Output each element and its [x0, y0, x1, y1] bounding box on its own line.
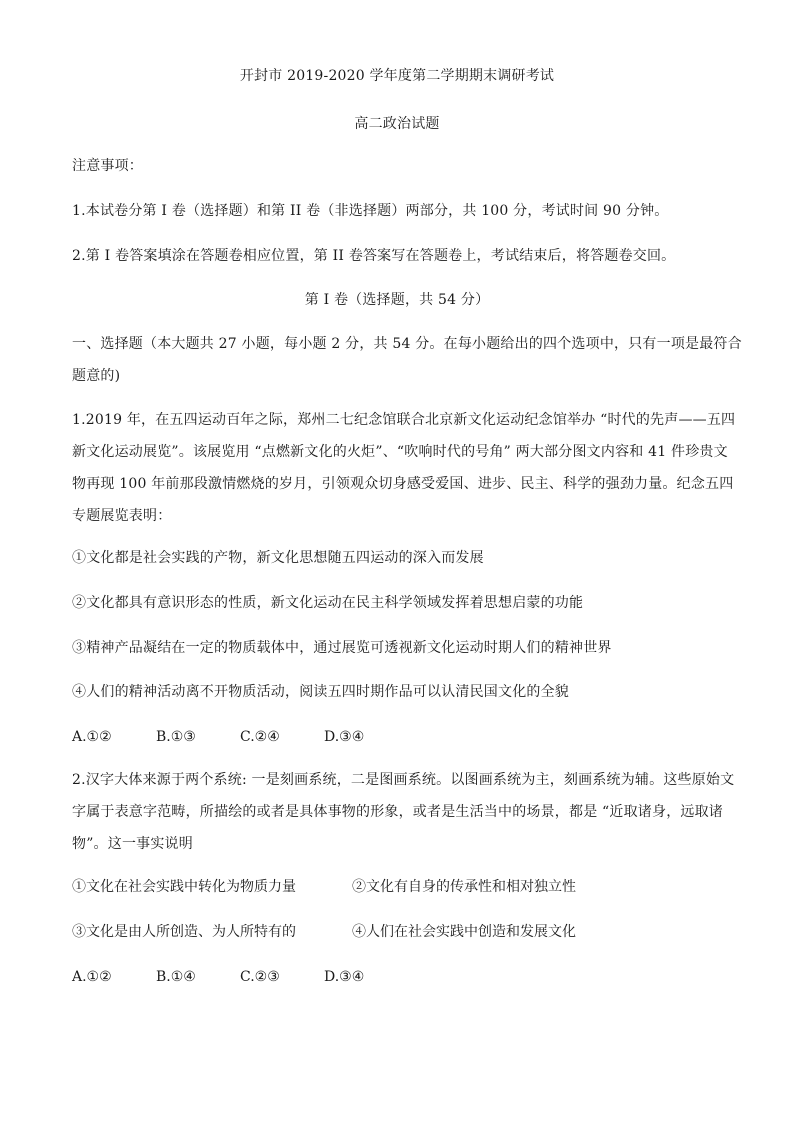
question-stem: 字属于表意字范畴，所描绘的或者是具体事物的形象，或者是生活当中的场景，都是 “近取诸身，远取诸	[72, 804, 724, 820]
section-title: 第 I 卷（选择题，共 54 分）	[304, 292, 490, 308]
statement-item: ④人们在社会实践中创造和发展文化	[352, 924, 576, 940]
answer-option-d: D.③④	[324, 969, 365, 985]
notes-heading: 注意事项：	[72, 158, 143, 174]
statement-item: ③文化是由人所创造、为人所特有的	[72, 924, 296, 940]
answer-option-c: C.②③	[240, 969, 280, 985]
statement-item: ③精神产品凝结在一定的物质载体中，通过展览可透视新文化运动时期人们的精神世界	[72, 640, 612, 656]
answer-option-b: B.①③	[156, 729, 196, 745]
section-instruction: 题意的)	[72, 368, 121, 384]
answer-option-c: C.②④	[240, 729, 280, 745]
answer-option-d: D.③④	[324, 729, 365, 745]
answer-option-a: A.①②	[72, 729, 112, 745]
answer-option-a: A.①②	[72, 969, 112, 985]
exam-title: 开封市 2019-2020 学年度第二学期期末调研考试	[239, 68, 555, 84]
question-stem: 2.汉字大体来源于两个系统: 一是刻画系统，二是图画系统。以图画系统为主，刻画系统为辅。这些原始文	[72, 772, 735, 788]
question-stem: 专题展览表明：	[72, 508, 172, 524]
question-stem: 物再现 100 年前那段激情燃烧的岁月，引领观众切身感受爱国、进步、民主、科学的强劲力量。纪念五四	[72, 476, 734, 492]
answer-option-b: B.①④	[156, 969, 196, 985]
question-stem: 物”。这一事实说明	[72, 836, 193, 852]
question-stem: 1.2019 年，在五四运动百年之际，郑州二七纪念馆联合北京新文化运动纪念馆举办 “时代的先声——五四	[72, 412, 736, 428]
section-instruction: 一、选择题（本大题共 27 小题，每小题 2 分，共 54 分。在每小题给出的四个选项中，只有一项是最符合	[72, 336, 742, 352]
statement-item: ①文化都是社会实践的产物，新文化思想随五四运动的深入而发展	[72, 550, 484, 566]
statement-item: ②文化有自身的传承性和相对独立性	[352, 879, 576, 895]
subject-title: 高二政治试题	[354, 116, 440, 132]
statement-item: ④人们的精神活动离不开物质活动，阅读五四时期作品可以认清民国文化的全貌	[72, 684, 569, 700]
note-item: 1.本试卷分第 I 卷（选择题）和第 II 卷（非选择题）两部分，共 100 分，考试时间 90 分钟。	[72, 203, 669, 219]
statement-item: ①文化在社会实践中转化为物质力量	[72, 879, 296, 895]
statement-item: ②文化都具有意识形态的性质，新文化运动在民主科学领域发挥着思想启蒙的功能	[72, 595, 584, 611]
question-stem: 新文化运动展览”。该展览用 “点燃新文化的火炬”、“吹响时代的号角” 两大部分图文内容和 41 件珍贵文	[72, 444, 728, 460]
note-item: 2.第 I 卷答案填涂在答题卷相应位置，第 II 卷答案写在答题卷上，考试结束后，将答题卷交回。	[72, 248, 676, 264]
